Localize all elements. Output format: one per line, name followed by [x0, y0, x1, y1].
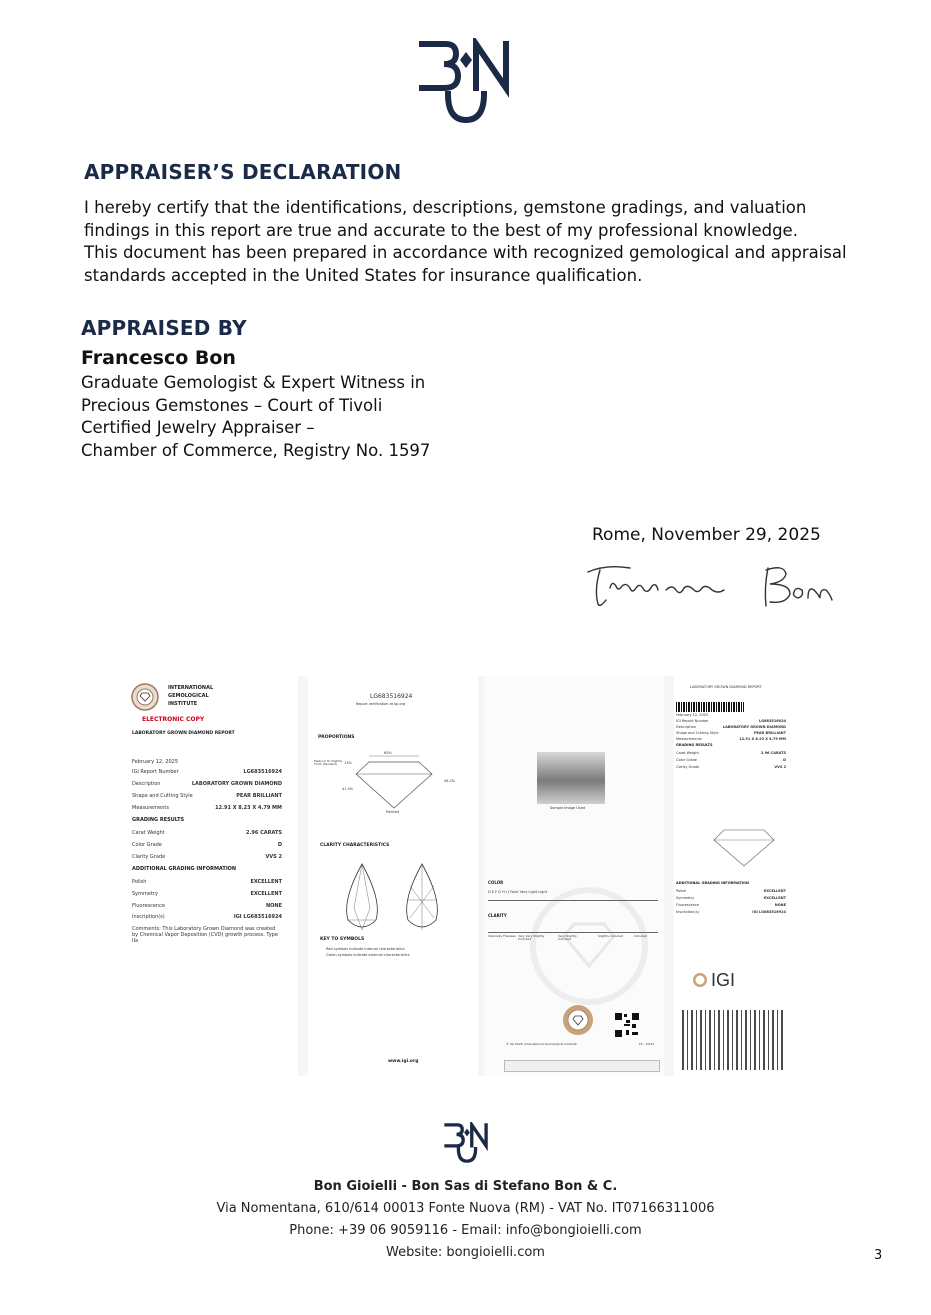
key-line: Green symbols indicate external characteristics [326, 953, 410, 957]
pavilion-percent: 41.5% [342, 787, 354, 791]
igi-certificate [128, 676, 794, 1076]
clarity-plot-diagram [338, 860, 458, 936]
credential-line: Chamber of Commerce, Registry No. 1597 [81, 440, 431, 460]
summary-proportions-diagram [704, 822, 784, 870]
certificate-panel-details: INTERNATIONAL GEMOLOGICAL INSTITUTE ELECTRONIC COPY LABORATORY GROWN DIAMOND REPORT February 12, 2025 IGI Report Number LG683516924 Description LABORATORY GROWN DIAMOND Shape and Cutting Style PEAR BRILLIANT Measurements 12.91 X 8.23 X 4.79 MM GRADING RESULTS Carat Weight 2.96 CARATS Color Grade D Clarity Grade VVS 2 ADDITIONAL GRADING INFORMATION Polish EXCELLENT Symmetry EXCELLENT Fluorescence NONE Inscription(s) IGI LG683516924 Comments: This Laboratory Grown Diamond was created by Chemical Vapor Deposition (CVD) growth process. Type IIa [128, 676, 298, 1076]
appraised-by-title: APPRAISED BY [81, 316, 247, 340]
table-percent: 65% [384, 751, 392, 755]
qr-code-icon [614, 1012, 640, 1038]
declaration-line: findings in this report are true and accurate to the best of my professional knowledge. [84, 220, 798, 240]
girdle-label: Medium To Slightly Thick (Faceted) [314, 759, 343, 766]
footer-company: Bon Gioielli - Bon Sas di Stefano Bon & C. [313, 1179, 618, 1194]
culet-label: Pointed [386, 810, 400, 814]
appraiser-name: Francesco Bon [81, 347, 236, 369]
clarity-characteristics-title: CLARITY CHARACTERISTICS [320, 843, 390, 848]
gold-seal-icon [562, 1004, 594, 1036]
depth-percent: 58.2% [444, 779, 456, 783]
credential-line: Certified Jewelry Appraiser – [81, 418, 315, 437]
summary-additional-title: ADDITIONAL GRADING INFORMATION [676, 881, 749, 885]
security-strip [504, 1060, 660, 1072]
certificate-panel-scales [484, 676, 664, 1076]
clarity-scale-item: Included [634, 934, 647, 938]
clarity-scale-title: CLARITY [488, 913, 507, 918]
copyright-text: © IGI 2025. International Gemological Institute [506, 1042, 577, 1046]
footer-contact: Phone: +39 06 9059116 - Email: info@bongioielli.com [289, 1223, 642, 1238]
security-barcode [682, 1010, 786, 1070]
electronic-copy-label: ELECTRONIC COPY [142, 716, 205, 723]
declaration-line: This document has been prepared in accordance with recognized gemological and appraisal [84, 243, 847, 262]
clarity-scale-item: Very Slightly Included [558, 934, 577, 941]
footer-website: Website: bongioielli.com [386, 1245, 545, 1260]
key-line: Red symbols indicate internal characteristics [326, 947, 405, 951]
appraiser-credentials [81, 372, 430, 462]
igi-website: www.igi.org [388, 1059, 419, 1064]
institute-line: INSTITUTE [168, 701, 198, 707]
credential-line: Precious Gemstones – Court of Tivoli [81, 395, 383, 415]
report-date: February 12, 2025 [132, 759, 179, 765]
credential-line: Graduate Gemologist & Expert Witness in [81, 373, 426, 392]
signature [586, 560, 834, 612]
page-number: 3 [874, 1248, 883, 1263]
footer-address: Via Nomentana, 610/614 00013 Fonte Nuova (RM) - VAT No. IT07166311006 [216, 1201, 715, 1216]
igi-logo-text: IGI [711, 970, 736, 990]
proportions-diagram [344, 752, 444, 812]
report-type: LABORATORY GROWN DIAMOND REPORT [132, 731, 235, 736]
key-to-symbols-title: KEY TO SYMBOLS [320, 937, 365, 942]
barcode-icon [676, 702, 744, 712]
declaration-body [84, 197, 884, 287]
bon-logo-footer [444, 1122, 490, 1164]
summary-report-type: LABORATORY GROWN DIAMOND REPORT [690, 685, 762, 689]
sample-caption: Sample Image Used [550, 806, 586, 810]
verify-text: Report verification at igi.org [356, 702, 406, 706]
proportions-title: PROPORTIONS [318, 735, 355, 740]
clarity-scale-item: Internally Flawless [488, 934, 516, 938]
signature-date: Rome, November 29, 2025 [592, 525, 821, 545]
form-code: FS - 10/23 [639, 1042, 655, 1046]
institute-line: INTERNATIONAL [168, 685, 214, 691]
declaration-line: I hereby certify that the identifications, descriptions, gemstone gradings, and valuation [84, 198, 807, 217]
sample-image [537, 752, 605, 804]
igi-logo-icon [692, 972, 708, 988]
color-scale: D E F G H I J Faint Very Light Light [488, 890, 548, 894]
clarity-scale-item: Slightly Included [598, 934, 623, 938]
report-comments: Comments: This Laboratory Grown Diamond was created by Chemical Vapor Deposition (CVD) growth process. Type IIa [132, 926, 278, 944]
institute-line: GEMOLOGICAL [168, 693, 209, 699]
declaration-line: standards accepted in the United States for insurance qualification. [84, 265, 643, 285]
clarity-scale-item: Very Very Slightly Included [518, 934, 545, 941]
report-number: LG683516924 [370, 693, 413, 700]
certificate-panel-diagrams [308, 676, 478, 1076]
certificate-panel-summary: LABORATORY GROWN DIAMOND REPORT February 12, 2025 IGI Report Number LG683516924 Description LABORATORY GROWN DIAMOND Shape and Cutting Style PEAR BRILLIANT Measurements 12.91 X 8.23 X 4.79 MM GRADING RESULTS Carat Weight 2.96 CARATS Color Grade D Clarity Grade VVS 2 ADDITIONAL GRADING INFORMATION Polish EXCELLENT Symmetry EXCELLENT Fluorescence NONE Inscription(s) IGI LG683516924 IGI [674, 676, 794, 1076]
igi-seal-icon [130, 682, 160, 712]
declaration-title: APPRAISER’S DECLARATION [84, 160, 402, 184]
bon-logo [418, 38, 514, 126]
color-scale-title: COLOR [488, 880, 504, 885]
igi-watermark [524, 886, 654, 1006]
crown-percent: 13% [344, 761, 352, 765]
